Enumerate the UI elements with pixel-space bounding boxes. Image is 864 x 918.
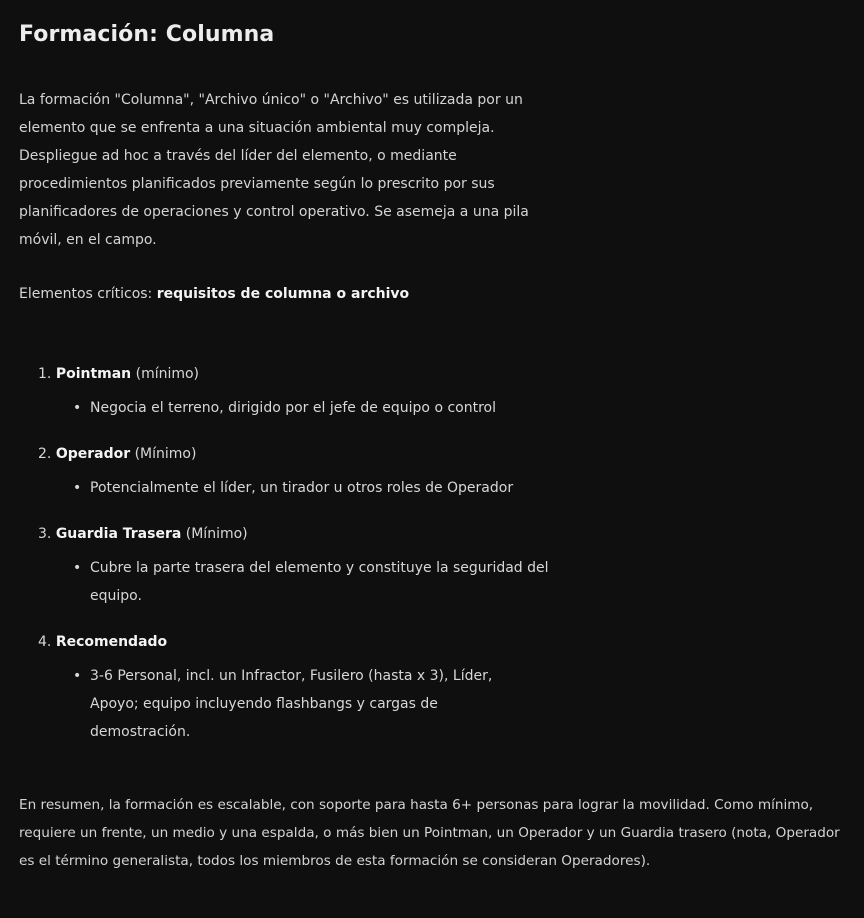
critical-emphasis: requisitos de columna o archivo: [156, 286, 410, 302]
list-item-recomendado: [38, 628, 167, 656]
critical-label: Elementos críticos:: [19, 286, 157, 302]
list-item-pointman: [38, 360, 199, 388]
list-item-guardia-trasera: [38, 520, 248, 548]
bullet-guardia-trasera: • Cubre la parte trasera del elemento y constituye la seguridad del equipo.: [90, 554, 560, 610]
bullet-recomendado: • 3-6 Personal, incl. un Infractor, Fusilero (hasta x 3), Líder, Apoyo; equipo incluyendo flashbangs y cargas de demostración.: [90, 662, 530, 746]
role-qualifier: (mínimo): [131, 366, 200, 382]
role-qualifier: (Mínimo): [130, 446, 197, 462]
list-number: 2.: [38, 446, 56, 462]
role-qualifier: (Mínimo): [181, 526, 248, 542]
list-item-operador: [38, 440, 196, 468]
list-number: 3.: [38, 526, 56, 542]
summary-paragraph: En resumen, la formación es escalable, con soporte para hasta 6+ personas para lograr la movilidad. Como mínimo, requiere un frente, un medio y una espalda, o más bien un Pointman, un Operador y un Guardia trasero (nota, Operador es el término generalista, todos los miembros de esta formación se consideran Operadores).: [19, 797, 840, 869]
role-name: Operador: [55, 446, 131, 462]
role-name: Recomendado: [55, 634, 168, 650]
list-number: 4.: [38, 634, 56, 650]
bullet-pointman: • Negocia el terreno, dirigido por el jefe de equipo o control: [90, 394, 560, 422]
role-name: Pointman: [55, 366, 132, 382]
critical-elements-line: [19, 280, 409, 308]
bullet-operador: • Potencialmente el líder, un tirador u otros roles de Operador: [90, 474, 560, 502]
list-number: 1.: [38, 366, 56, 382]
intro-paragraph: La formación "Columna", "Archivo único" o "Archivo" es utilizada por un elemento que se enfrenta a una situación ambiental muy compleja. Despliegue ad hoc a través del líder del elemento, o mediante procedimientos planificados previamente según lo prescrito por sus planificadores de operaciones y control operativo. Se asemeja a una pila móvil, en el campo.: [19, 92, 529, 248]
page-title: Formación: Columna: [19, 22, 275, 47]
role-name: Guardia Trasera: [55, 526, 182, 542]
